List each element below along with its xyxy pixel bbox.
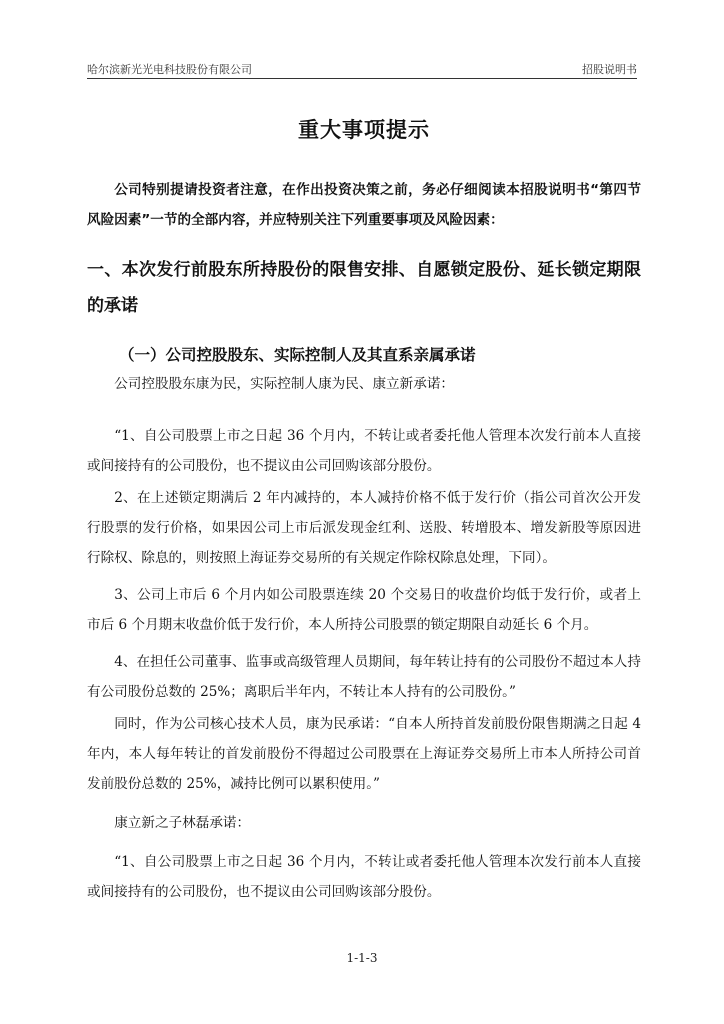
paragraph-controlling-shareholder: 公司控股股东康为民，实际控制人康为民、康立新承诺： [114, 376, 455, 392]
paragraph-commitment-2: 2、在上述锁定期满后 2 年内减持的，本人减持价格不低于发行价（指公司首次公开发行股票的发行价格，如果因公司上市后派发现金红利、送股、转增股本、增发新股等原因进行除权、除息的，则按照上海证券交易所的有关规定作除权除息处理，下同）。 [87, 490, 641, 566]
paragraph-commitment-1: “1、自公司股票上市之日起 36 个月内，不转让或者委托他人管理本次发行前本人直接或间接持有的公司股份，也不提议由公司回购该部分股份。 [87, 428, 641, 474]
document-title: 重大事项提示 [298, 118, 430, 142]
intro-paragraph: 公司特别提请投资者注意，在作出投资决策之前，务必仔细阅读本招股说明书“第四节 风险因素”一节的全部内容，并应特别关注下列重要事项及风险因素： [87, 182, 641, 228]
paragraph-lin-lei-intro: 康立新之子林磊承诺： [114, 815, 251, 831]
header-company-name: 哈尔滨新光光电科技股份有限公司 [87, 63, 252, 76]
page-number: 1-1-3 [346, 951, 378, 965]
paragraph-core-tech-commitment: 同时，作为公司核心技术人员，康为民承诺：“自本人所持首发前股份限售期满之日起 4 年内，本人每年转让的首发前股份不得超过公司股票在上海证券交易所上市本人所持公司首发前股份总数的 25%，减持比例可以累积使用。” [87, 716, 641, 792]
header-document-type: 招股说明书 [582, 63, 637, 76]
paragraph-commitment-4: 4、在担任公司董事、监事或高级管理人员期间，每年转让持有的公司股份不超过本人持有公司股份总数的 25%；离职后半年内，不转让本人持有的公司股份。” [87, 654, 641, 700]
subsection-heading: （一）公司控股股东、实际控制人及其直系亲属承诺 [119, 346, 476, 364]
paragraph-lin-lei-commitment-1: “1、自公司股票上市之日起 36 个月内，不转让或者委托他人管理本次发行前本人直接或间接持有的公司股份，也不提议由公司回购该部分股份。 [87, 854, 641, 900]
section-heading: 一、本次发行前股东所持股份的限售安排、自愿锁定股份、延长锁定期限的承诺 [87, 260, 641, 316]
page-header [87, 58, 637, 79]
paragraph-commitment-3: 3、公司上市后 6 个月内如公司股票连续 20 个交易日的收盘价均低于发行价，或者上市后 6 个月期末收盘价低于发行价，本人所持公司股票的锁定期限自动延长 6 个月。 [87, 587, 641, 633]
